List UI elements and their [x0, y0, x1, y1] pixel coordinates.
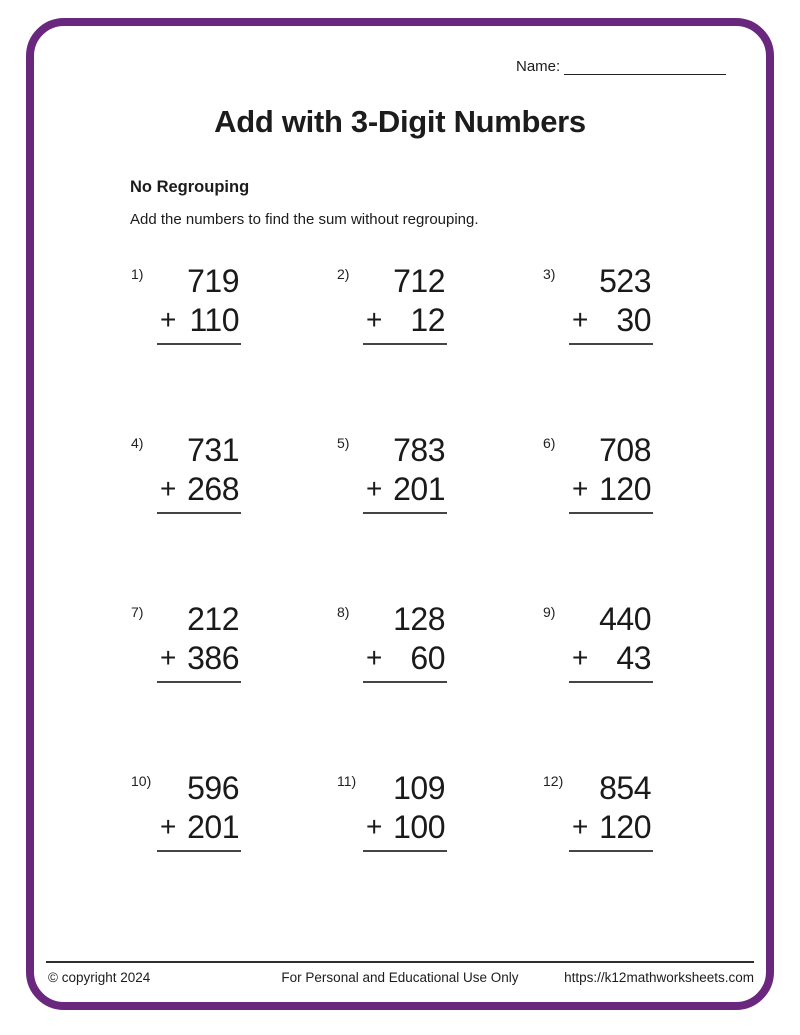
problem-body: [569, 770, 653, 852]
problem-body: [157, 263, 241, 345]
footer-copyright: © copyright 2024: [48, 970, 151, 985]
addition-problem-7: [130, 596, 336, 765]
bottom-addend: 201: [393, 471, 445, 507]
problem-body: [363, 432, 447, 514]
sum-line: [157, 681, 241, 683]
top-addend: 596: [187, 770, 239, 806]
bottom-addend: 120: [599, 471, 651, 507]
problem-body: [569, 263, 653, 345]
bottom-addend: 100: [393, 809, 445, 845]
bottom-addend: 43: [616, 640, 651, 676]
plus-operator: +: [572, 304, 589, 335]
addition-problem-3: [542, 258, 748, 427]
section-heading: No Regrouping: [130, 178, 250, 196]
sum-line: [569, 512, 653, 514]
sum-line: [569, 850, 653, 852]
sum-line: [363, 681, 447, 683]
problem-body: [569, 432, 653, 514]
top-addend: 708: [599, 432, 651, 468]
problem-body: [363, 770, 447, 852]
addition-problem-8: [336, 596, 542, 765]
bottom-addend: 268: [187, 471, 239, 507]
sum-line: [157, 343, 241, 345]
problem-body: [363, 601, 447, 683]
addition-problem-11: [336, 765, 542, 934]
addition-problem-5: [336, 427, 542, 596]
addition-problem-9: [542, 596, 748, 765]
sum-line: [363, 343, 447, 345]
top-addend: 128: [393, 601, 445, 637]
problem-number: 5): [337, 435, 350, 451]
top-addend: 712: [393, 263, 445, 299]
bottom-addend: 12: [410, 302, 445, 338]
problem-number: 6): [543, 435, 556, 451]
plus-operator: +: [160, 642, 177, 673]
problem-number: 11): [337, 773, 357, 789]
footer-website-url: https://k12mathworksheets.com: [564, 970, 754, 985]
name-field-row: [516, 58, 726, 75]
plus-operator: +: [366, 811, 383, 842]
bottom-addend: 201: [187, 809, 239, 845]
plus-operator: +: [572, 642, 589, 673]
problem-body: [363, 263, 447, 345]
sum-line: [569, 343, 653, 345]
addition-problem-1: [130, 258, 336, 427]
problem-body: [569, 601, 653, 683]
top-addend: 523: [599, 263, 651, 299]
addition-problem-4: [130, 427, 336, 596]
addition-problem-10: [130, 765, 336, 934]
problem-number: 1): [131, 266, 144, 282]
top-addend: 212: [187, 601, 239, 637]
plus-operator: +: [572, 811, 589, 842]
problem-number: 3): [543, 266, 556, 282]
footer-usage-note: For Personal and Educational Use Only: [281, 970, 519, 985]
addition-problem-2: [336, 258, 542, 427]
problem-number: 4): [131, 435, 144, 451]
name-blank-line: [564, 58, 726, 75]
problem-number: 9): [543, 604, 556, 620]
name-label: Name:: [516, 58, 561, 75]
plus-operator: +: [160, 811, 177, 842]
addition-problem-6: [542, 427, 748, 596]
sum-line: [157, 850, 241, 852]
plus-operator: +: [366, 304, 383, 335]
top-addend: 109: [393, 770, 445, 806]
addition-problem-12: [542, 765, 748, 934]
bottom-addend: 110: [189, 302, 239, 338]
problem-body: [157, 770, 241, 852]
problem-number: 12): [543, 773, 564, 789]
plus-operator: +: [160, 473, 177, 504]
problem-number: 8): [337, 604, 350, 620]
sum-line: [157, 512, 241, 514]
instructions-text: Add the numbers to find the sum without regrouping.: [130, 211, 479, 228]
top-addend: 854: [599, 770, 651, 806]
bottom-addend: 30: [616, 302, 651, 338]
top-addend: 731: [187, 432, 239, 468]
page-footer: [46, 961, 754, 991]
bottom-addend: 60: [410, 640, 445, 676]
plus-operator: +: [572, 473, 589, 504]
problem-number: 10): [131, 773, 152, 789]
plus-operator: +: [366, 642, 383, 673]
top-addend: 719: [187, 263, 239, 299]
top-addend: 783: [393, 432, 445, 468]
sum-line: [363, 850, 447, 852]
plus-operator: +: [366, 473, 383, 504]
page-title: Add with 3-Digit Numbers: [214, 104, 586, 139]
top-addend: 440: [599, 601, 651, 637]
sum-line: [569, 681, 653, 683]
problems-grid: [130, 258, 748, 934]
bottom-addend: 120: [599, 809, 651, 845]
problem-body: [157, 601, 241, 683]
problem-body: [157, 432, 241, 514]
problem-number: 2): [337, 266, 350, 282]
bottom-addend: 386: [187, 640, 239, 676]
plus-operator: +: [160, 304, 177, 335]
sum-line: [363, 512, 447, 514]
problem-number: 7): [131, 604, 144, 620]
